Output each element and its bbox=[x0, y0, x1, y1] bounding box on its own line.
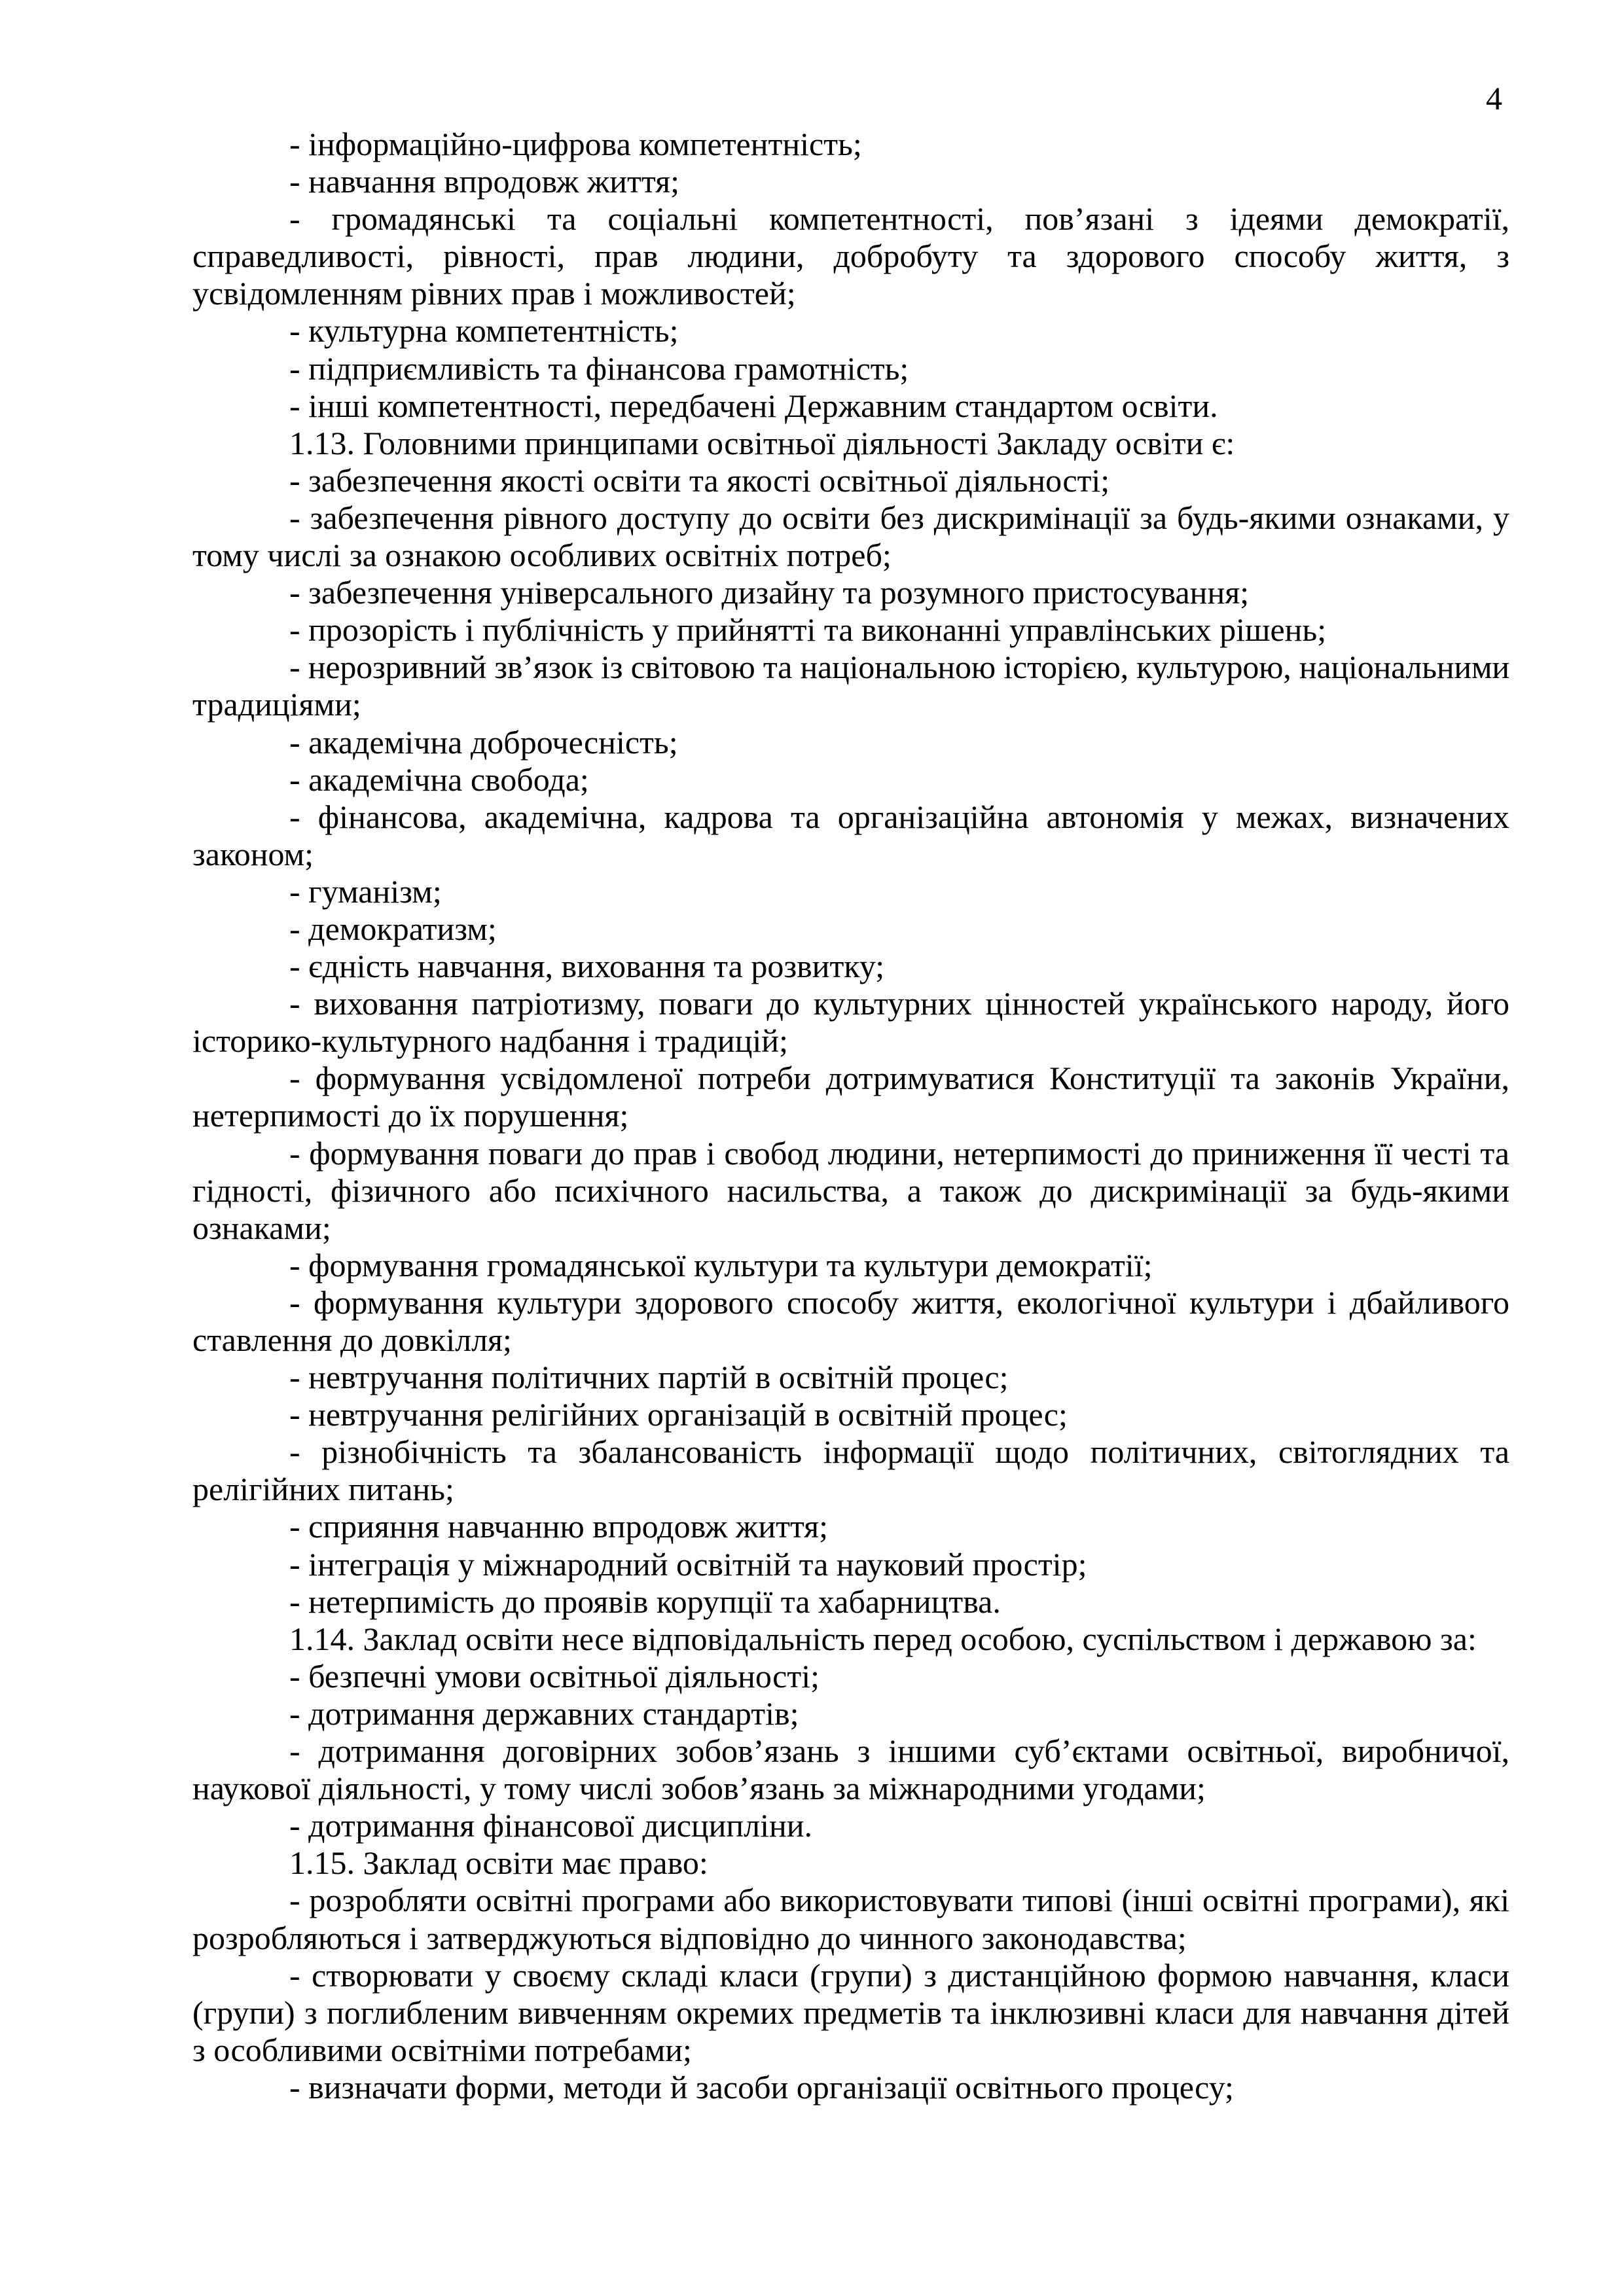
text-line: 1.15. Заклад освіти має право: bbox=[289, 1844, 708, 1882]
text-line: наукової діяльності, у тому числі зобов’язань за міжнародними угодами; bbox=[192, 1770, 1206, 1807]
paragraph bbox=[192, 1583, 1509, 1621]
text-line: 1.13. Головними принципами освітньої діяльності Закладу освіти є: bbox=[289, 424, 1235, 461]
text-line: гідності, фізичного або психічного насильства, а також до дискримінації за будь-якими bbox=[192, 1172, 1509, 1209]
text-line: ставлення до довкілля; bbox=[192, 1321, 512, 1358]
paragraph bbox=[192, 1359, 1509, 1396]
paragraph bbox=[192, 1508, 1509, 1545]
paragraph bbox=[192, 873, 1509, 910]
text-line: з особливими освітніми потребами; bbox=[192, 2031, 692, 2068]
paragraph bbox=[192, 1807, 1509, 1844]
paragraph bbox=[192, 312, 1509, 350]
paragraph bbox=[192, 985, 1509, 1060]
paragraph bbox=[192, 1247, 1509, 1284]
paragraph bbox=[192, 1695, 1509, 1732]
text-line: - формування культури здорового способу життя, екологічної культури і дбайливого bbox=[289, 1283, 1509, 1321]
paragraph bbox=[192, 163, 1509, 200]
paragraph bbox=[192, 1284, 1509, 1359]
text-line: тому числі за ознакою особливих освітніх потреб; bbox=[192, 537, 892, 574]
text-line: - невтручання релігійних організацій в освітній процес; bbox=[289, 1396, 1068, 1433]
paragraph bbox=[192, 1844, 1509, 1882]
text-line: - забезпечення якості освіти та якості освітньої діяльності; bbox=[289, 461, 1110, 499]
paragraph bbox=[192, 387, 1509, 425]
paragraph bbox=[192, 200, 1509, 312]
paragraph bbox=[192, 1732, 1509, 1807]
paragraph bbox=[192, 1882, 1509, 1956]
paragraph bbox=[192, 1621, 1509, 1658]
paragraph bbox=[192, 425, 1509, 462]
text-line: - створювати у своєму складі класи (групи) з дистанційною формою навчання, класи bbox=[289, 1956, 1509, 1994]
text-line: усвідомленням рівних прав і можливостей; bbox=[192, 275, 796, 312]
text-line: - сприяння навчанню впродовж життя; bbox=[289, 1508, 829, 1545]
paragraph bbox=[192, 649, 1509, 723]
paragraph bbox=[192, 611, 1509, 649]
text-line: - інформаційно-цифрова компетентність; bbox=[289, 126, 862, 162]
paragraph bbox=[192, 1135, 1509, 1247]
text-line: ознаками; bbox=[192, 1209, 331, 1246]
page-number: 4 bbox=[1486, 80, 1502, 117]
paragraph bbox=[192, 1546, 1509, 1583]
text-line: - визначати форми, методи й засоби організації освітнього процесу; bbox=[289, 2068, 1234, 2106]
text-line: (групи) з поглибленим вивченням окремих предметів та інклюзивні класи для навчання дітей bbox=[192, 1994, 1509, 2031]
text-line: - фінансова, академічна, кадрова та організаційна автономія у межах, визначених bbox=[289, 798, 1509, 835]
document-body bbox=[192, 126, 1509, 2106]
text-line: - культурна компетентність; bbox=[289, 312, 679, 350]
text-line: - інші компетентності, передбачені Державним стандартом освіти. bbox=[289, 387, 1218, 424]
paragraph bbox=[192, 1957, 1509, 2069]
text-line: - забезпечення рівного доступу до освіти без дискримінації за будь-якими ознаками, у bbox=[289, 499, 1509, 536]
text-line: - невтручання політичних партій в освітній процес; bbox=[289, 1359, 1009, 1396]
text-line: релігійних питань; bbox=[192, 1471, 454, 1508]
text-line: - інтеграція у міжнародний освітній та науковий простір; bbox=[289, 1545, 1087, 1583]
text-line: - гуманізм; bbox=[289, 872, 442, 910]
text-line: справедливості, рівності, прав людини, добробуту та здорового способу життя, з bbox=[192, 238, 1509, 275]
paragraph bbox=[192, 126, 1509, 163]
text-line: - академічна свобода; bbox=[289, 761, 589, 798]
paragraph bbox=[192, 910, 1509, 948]
text-line: - нерозривний зв’язок із світовою та національною історією, культурою, національними bbox=[289, 649, 1509, 686]
paragraph bbox=[192, 462, 1509, 499]
paragraph bbox=[192, 798, 1509, 873]
text-line: - громадянські та соціальні компетентності, пов’язані з ідеями демократії, bbox=[289, 200, 1509, 238]
text-line: - забезпечення універсального дизайну та розумного пристосування; bbox=[289, 574, 1250, 611]
text-line: - формування поваги до прав і свобод людини, нетерпимості до приниження її честі та bbox=[289, 1134, 1509, 1172]
text-line: традиціями; bbox=[192, 686, 361, 723]
paragraph bbox=[192, 1396, 1509, 1433]
text-line: розробляються і затверджуються відповідно до чинного законодавства; bbox=[192, 1919, 1187, 1956]
paragraph bbox=[192, 1060, 1509, 1134]
paragraph bbox=[192, 1433, 1509, 1508]
text-line: - дотримання договірних зобов’язань з іншими суб’єктами освітньої, виробничої, bbox=[289, 1732, 1509, 1770]
text-line: - єдність навчання, виховання та розвитку; bbox=[289, 948, 885, 985]
text-line: - виховання патріотизму, поваги до культурних цінностей українського народу, його bbox=[289, 985, 1509, 1022]
text-line: 1.14. Заклад освіти несе відповідальність перед особою, суспільством і державою за: bbox=[289, 1620, 1477, 1657]
text-line: - нетерпимість до проявів корупції та хабарництва. bbox=[289, 1583, 1001, 1620]
paragraph bbox=[192, 724, 1509, 761]
paragraph bbox=[192, 1658, 1509, 1695]
paragraph bbox=[192, 761, 1509, 798]
text-line: законом; bbox=[192, 835, 314, 872]
text-line: історико-культурного надбання і традицій; bbox=[192, 1022, 788, 1060]
text-line: - прозорість і публічність у прийнятті та виконанні управлінських рішень; bbox=[289, 611, 1327, 649]
text-line: - підприємливість та фінансова грамотність; bbox=[289, 350, 909, 387]
text-line: - навчання впродовж життя; bbox=[289, 163, 679, 200]
text-line: - академічна доброчесність; bbox=[289, 723, 678, 761]
text-line: - формування усвідомленої потреби дотримуватися Конституції та законів України, bbox=[289, 1060, 1509, 1097]
text-line: нетерпимості до їх порушення; bbox=[192, 1097, 629, 1134]
paragraph bbox=[192, 350, 1509, 387]
text-line: - розробляти освітні програми або використовувати типові (інші освітні програми), які bbox=[289, 1882, 1509, 1919]
text-line: - безпечні умови освітньої діяльності; bbox=[289, 1657, 820, 1695]
paragraph bbox=[192, 948, 1509, 985]
paragraph bbox=[192, 499, 1509, 574]
text-line: - демократизм; bbox=[289, 910, 497, 947]
text-line: - різнобічність та збалансованість інформації щодо політичних, світоглядних та bbox=[289, 1433, 1509, 1471]
paragraph bbox=[192, 574, 1509, 611]
text-line: - дотримання державних стандартів; bbox=[289, 1695, 799, 1732]
text-line: - формування громадянської культури та культури демократії; bbox=[289, 1246, 1153, 1283]
paragraph bbox=[192, 2069, 1509, 2106]
text-line: - дотримання фінансової дисципліни. bbox=[289, 1807, 813, 1844]
